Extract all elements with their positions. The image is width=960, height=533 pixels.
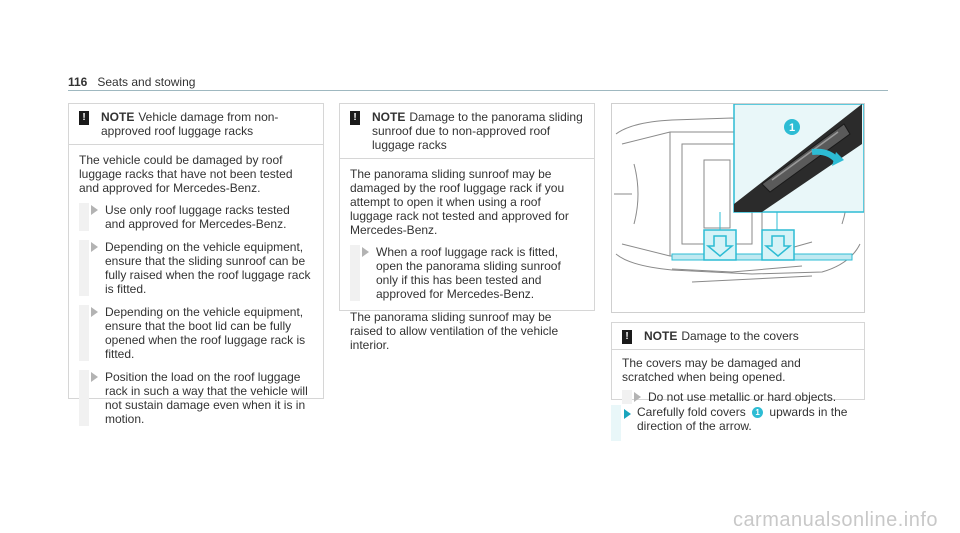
step-arrow-icon [624,409,631,419]
bullet-arrow-icon [634,392,641,402]
bullet-text: Use only roof luggage racks tested and approved for Mercedes-Benz. [105,203,290,231]
callout-1: 1 [788,122,796,134]
callout-1: 1 [752,407,763,418]
list-item [79,240,313,296]
note-paragraph: The vehicle could be damaged by roof luggage racks that have not been tested and approved for Mercedes-Benz. [79,153,293,195]
note-label: NOTE [372,110,406,124]
list-item [79,370,313,426]
step-bar [611,405,621,441]
instruction-step [611,405,877,433]
note-label: NOTE [101,110,135,124]
section-title: Seats and stowing [97,75,196,89]
bullet-arrow-icon [91,372,98,382]
page-number: 116 [68,75,88,89]
vehicle-roof-drawing [612,104,864,312]
note-header [69,104,323,145]
bullet-arrow-icon [91,205,98,215]
bullet-text: Depending on the vehicle equipment, ensure that the sliding sunroof can be fully raised when the roof luggage rack is fitted. [105,240,311,296]
note-cover-damage [611,322,865,404]
note-body [612,350,864,408]
bullet-bar [79,370,89,426]
note-vehicle-damage [68,103,324,426]
bullet-text: When a roof luggage rack is fitted, open the panorama sliding sunroof only if this has been tested and approved for Mercedes-Benz. [376,245,561,301]
note-paragraph: The covers may be damaged and scratched when being opened. [622,356,801,384]
note-heading: Damage to the panorama sliding sunroof due to non-approved roof luggage racks [372,110,583,152]
note-header [612,323,864,350]
note-heading: Damage to the covers [681,329,799,343]
list-item [350,245,584,301]
bullet-text: Depending on the vehicle equipment, ensure that the boot lid can be fully opened when the roof luggage rack is fitted. [105,305,306,361]
list-item [79,203,313,231]
bullet-bar [79,305,89,361]
header-divider [68,90,888,91]
bullet-arrow-icon [91,242,98,252]
down-arrow-icon [704,230,736,260]
bullet-bar [79,240,89,296]
warning-icon: ! [350,111,360,125]
roof-rail-cover-illustration [611,103,865,313]
bullet-bar [79,203,89,231]
bullet-bar [622,390,632,404]
watermark: carmanualsonline.info [732,509,938,531]
note-paragraph: The panorama sliding sunroof may be damaged by the roof luggage rack if you attempt to open it when using a roof luggage rack not tested and approved for Mercedes-Benz. [350,167,569,237]
note-header [340,104,594,159]
warning-icon: ! [622,330,632,344]
bullet-bar [350,245,360,301]
note-panorama-sunroof [339,103,595,352]
bullet-text: Position the load on the roof luggage rack in such a way that the vehicle will not sustain damage even when it is in motion. [105,370,308,426]
note-label: NOTE [644,329,678,343]
page-header [68,75,195,89]
list-item [79,305,313,361]
note-body [69,145,323,445]
step-text-after: upwards in the direction of the arrow. [637,405,848,433]
bullet-arrow-icon [91,307,98,317]
note-body [340,159,594,362]
note-paragraph: The panorama sliding sunroof may be raised to allow ventilation of the vehicle interior. [350,310,559,352]
note-heading: Vehicle damage from non-approved roof luggage racks [101,110,279,138]
down-arrow-icon [762,230,794,260]
bullet-arrow-icon [362,247,369,257]
warning-icon: ! [79,111,89,125]
bullet-text: Do not use metallic or hard objects. [648,390,837,404]
list-item [622,390,854,404]
step-text-before: Carefully fold covers [637,405,746,419]
